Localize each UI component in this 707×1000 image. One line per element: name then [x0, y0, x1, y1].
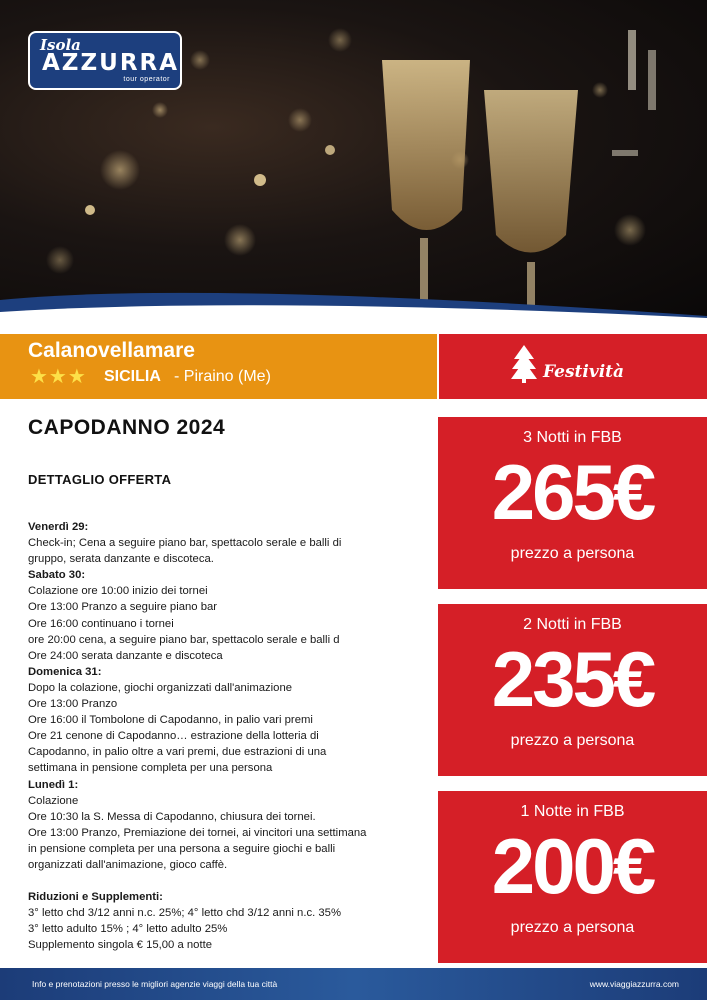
detail-line: Dopo la colazione, giochi organizzati dall'animazione: [28, 681, 293, 694]
detail-line: Ore 16:00 continuano i tornei: [28, 617, 174, 630]
detail-line: 3° letto chd 3/12 anni n.c. 25%; 4° letto chd 3/12 anni n.c. 35%: [28, 907, 342, 920]
detail-line: Ore 24:00 serata danzante e discoteca: [28, 649, 223, 662]
logo-azzurra-text: AZZURRA: [42, 50, 180, 76]
price-box-1-night: [438, 791, 707, 963]
price-label: 3 Notti in FBB: [523, 429, 622, 446]
detail-heading: Lunedì 1:: [28, 778, 79, 791]
detail-line: Ore 16:00 il Tombolone di Capodanno, in palio vari premi: [28, 714, 313, 727]
christmas-tree-icon: [510, 343, 538, 383]
hero-image: [0, 0, 707, 318]
detail-heading: Sabato 30:: [28, 569, 86, 582]
detail-heading: Domenica 31:: [28, 665, 102, 678]
logo-tour-text: tour operator: [123, 76, 170, 83]
offer-details: [28, 519, 428, 953]
detail-line: Colazione: [28, 794, 79, 807]
detail-line: settimana in pensione completa per una persona: [28, 762, 273, 775]
company-logo: [28, 31, 182, 90]
price-note: prezzo a persona: [510, 919, 635, 936]
detail-line: 3° letto adulto 15% ; 4° letto adulto 25%: [28, 923, 228, 936]
price-label: 1 Notte in FBB: [520, 803, 625, 820]
price-value: 200€: [491, 822, 654, 910]
detail-line: Ore 13:00 Pranzo a seguire piano bar: [28, 601, 218, 614]
logo-isola-text: Isola: [40, 36, 81, 54]
detail-heading: Riduzioni e Supplementi:: [28, 891, 163, 904]
hotel-stars: ★★★: [30, 366, 87, 388]
price-box-3-nights: [438, 417, 707, 589]
detail-line: Capodanno, in palio oltre a vari premi, due estrazioni di una: [28, 746, 327, 759]
offer-title: CAPODANNO 2024: [28, 416, 226, 439]
festivita-label: Festività: [543, 362, 625, 382]
detail-line: Check-in; Cena a seguire piano bar, spettacolo serale e balli di: [28, 537, 342, 550]
detail-heading: Venerdì 29:: [28, 521, 89, 533]
detail-line: Colazione ore 10:00 inizio dei tornei: [28, 585, 208, 598]
offer-subtitle: DETTAGLIO OFFERTA: [28, 472, 172, 487]
detail-line: Supplemento singola € 15,00 a notte: [28, 939, 213, 952]
hotel-place: - Piraino (Me): [174, 368, 271, 385]
detail-line: Ore 10:30 la S. Messa di Capodanno, chiusura dei tornei.: [28, 810, 316, 823]
detail-spacer: [28, 873, 428, 889]
footer-website-link[interactable]: www.viaggiazzurra.com: [589, 979, 679, 989]
detail-line: in pensione completa per una persona a seguire giochi e balli: [28, 842, 336, 855]
hotel-name: Calanovellamare: [28, 339, 195, 362]
footer-info: Info e prenotazioni presso le migliori agenzie viaggi della tua città: [32, 979, 278, 989]
detail-line: Ore 21 cenone di Capodanno… estrazione della lotteria di: [28, 730, 319, 743]
detail-line: gruppo, serata danzante e discoteca.: [28, 553, 214, 566]
detail-line: ore 20:00 cena, a seguire piano bar, spettacolo serale e balli d: [28, 633, 340, 646]
detail-line: organizzati dall'animazione, gioco caffè.: [28, 858, 228, 871]
detail-line: Ore 13:00 Pranzo: [28, 698, 118, 711]
detail-line: Ore 13:00 Pranzo, Premiazione dei tornei, ai vincitori una settimana: [28, 826, 367, 839]
price-value: 235€: [491, 635, 654, 723]
price-value: 265€: [491, 448, 654, 536]
price-note: prezzo a persona: [510, 545, 635, 562]
price-note: prezzo a persona: [510, 732, 635, 749]
price-box-2-nights: [438, 604, 707, 776]
price-label: 2 Notti in FBB: [523, 616, 622, 633]
hotel-region: SICILIA: [104, 368, 161, 385]
